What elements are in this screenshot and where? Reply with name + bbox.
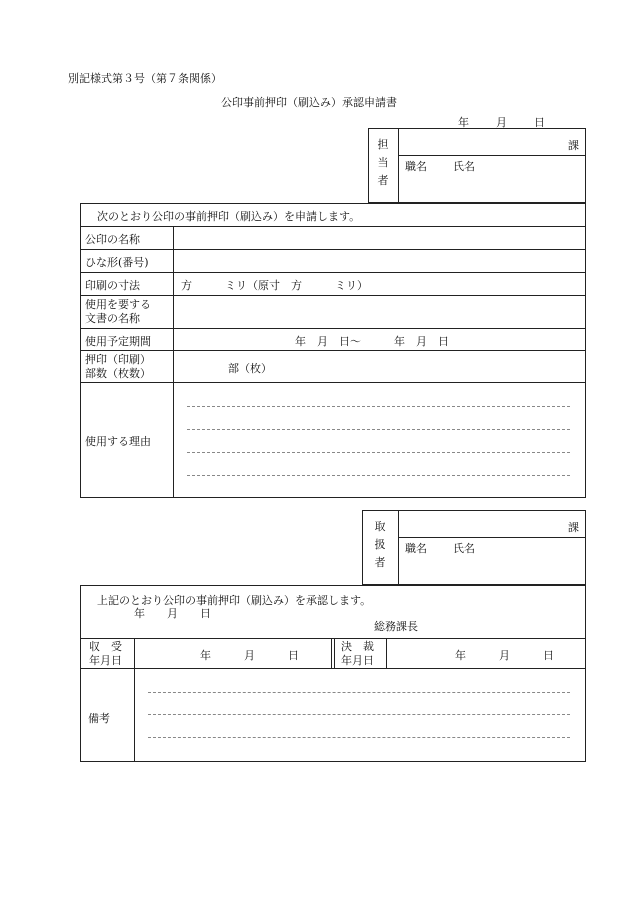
approval-signatory: 総務課長: [374, 620, 418, 633]
usage-period-field[interactable]: 年 月 日～ 年 月 日: [295, 335, 449, 348]
template-number-label: ひな形(番号): [85, 256, 149, 269]
reason-label: 使用する理由: [85, 435, 151, 448]
received-date-label: 収 受 年月日: [89, 640, 122, 667]
form-title: 公印事前押印（刷込み）承認申請書: [221, 96, 397, 109]
received-date-field[interactable]: 年 月 日: [200, 649, 299, 662]
remarks-label: 備考: [88, 712, 110, 725]
form-reference: 別記様式第３号（第７条関係）: [68, 72, 222, 85]
header-date-month: 月: [496, 116, 507, 129]
seal-name-label: 公印の名称: [85, 233, 140, 246]
remarks-line: [148, 737, 570, 738]
reason-line: [187, 452, 570, 453]
reason-line: [187, 475, 570, 476]
handler-section-suffix: 課: [568, 521, 579, 534]
decided-date-label: 決 裁 年月日: [341, 640, 374, 667]
reason-line: [187, 406, 570, 407]
remarks-line: [148, 692, 570, 693]
staff-section-suffix: 課: [568, 139, 579, 152]
staff-position-label: 職名: [405, 160, 427, 173]
header-date-day: 日: [534, 116, 545, 129]
handler-position-label: 職名: [405, 542, 427, 555]
application-intro: 次のとおり公印の事前押印（刷込み）を申請します。: [97, 210, 361, 223]
usage-period-label: 使用予定期間: [85, 335, 151, 348]
remarks-line: [148, 714, 570, 715]
copies-label: 押印（印刷） 部数（枚数）: [85, 353, 151, 380]
print-size-field[interactable]: 方 ミリ（原寸 方 ミリ）: [181, 279, 368, 292]
handler-box-label: 取 扱 者: [374, 520, 386, 569]
approval-text: 上記のとおり公印の事前押印（刷込み）を承認します。: [97, 594, 372, 607]
approval-date: 年 月 日: [134, 607, 211, 620]
reason-line: [187, 429, 570, 430]
staff-box-label: 担 当 者: [377, 138, 389, 187]
copies-field[interactable]: 部（枚）: [228, 362, 272, 375]
staff-name-label: 氏名: [453, 160, 475, 173]
decided-date-field[interactable]: 年 月 日: [455, 649, 554, 662]
document-name-label: 使用を要する 文書の名称: [85, 298, 151, 325]
staff-box: [368, 128, 586, 203]
print-size-label: 印刷の寸法: [85, 279, 140, 292]
header-date-year: 年: [458, 116, 469, 129]
handler-name-label: 氏名: [453, 542, 475, 555]
